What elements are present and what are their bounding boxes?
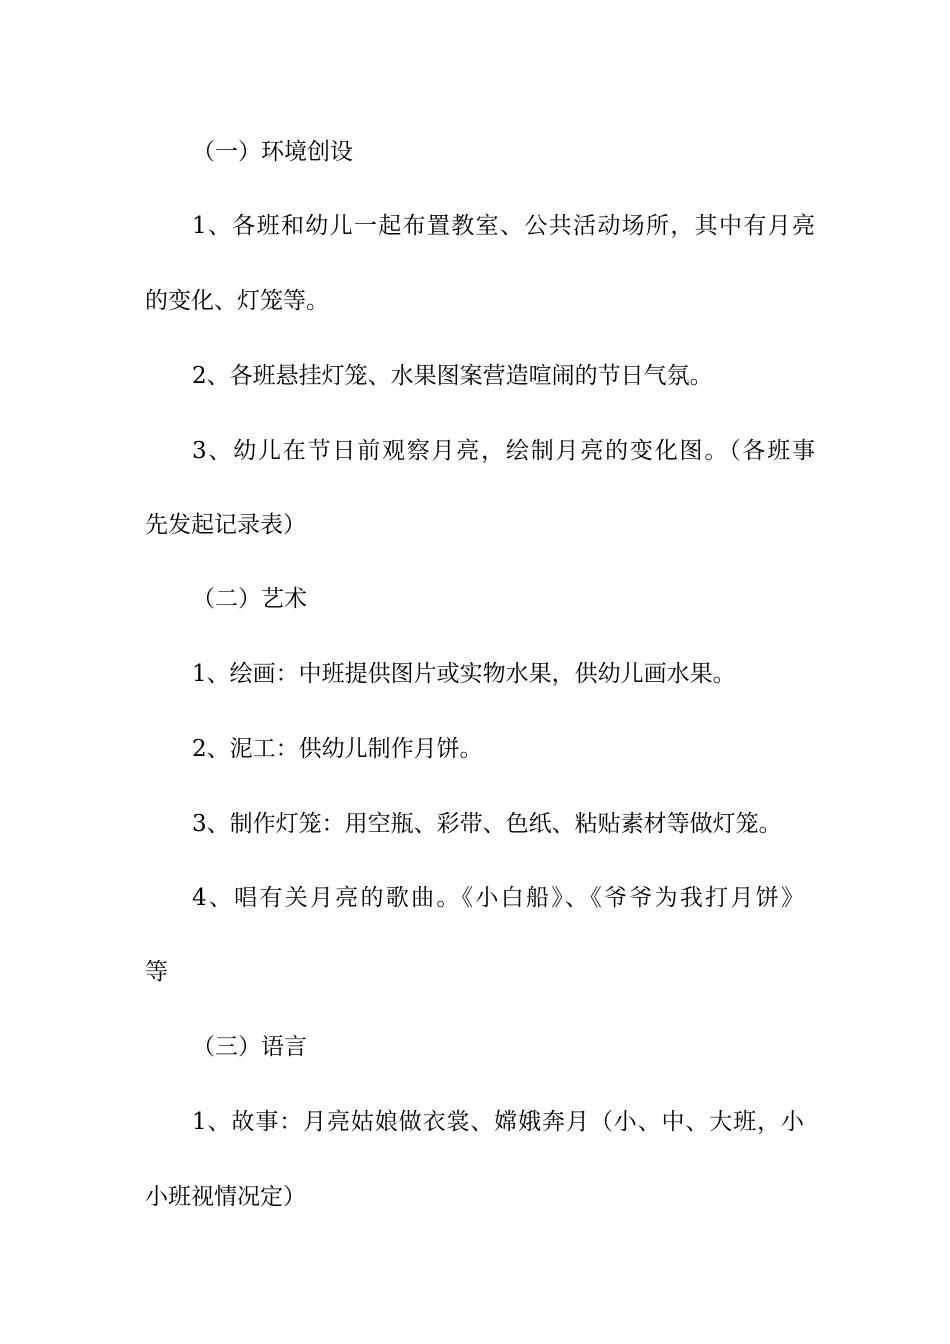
paragraph-line: 1、绘画：中班提供图片或实物水果，供幼儿画水果。 (192, 661, 736, 687)
paragraph-line: 2、各班悬挂灯笼、水果图案营造喧闹的节日气氛。 (192, 363, 713, 389)
paragraph-line: 1、各班和幼儿一起布置教室、公共活动场所，其中有月亮 (192, 213, 815, 239)
paragraph-line: 3、幼儿在节日前观察月亮，绘制月亮的变化图。（各班事 (192, 438, 815, 464)
section-heading-art: （二）艺术 (192, 586, 307, 612)
section-heading-language: （三）语言 (192, 1034, 307, 1060)
section-heading-environment: （一）环境创设 (192, 139, 353, 165)
paragraph-line: 4、唱有关月亮的歌曲。《小白船》、《爷爷为我打月饼》 (192, 885, 804, 911)
paragraph-line: 先发起记录表） (145, 512, 306, 538)
paragraph-line: 2、泥工：供幼儿制作月饼。 (192, 736, 483, 762)
paragraph-line: 等 (145, 959, 168, 985)
paragraph-line: 小班视情况定） (145, 1184, 306, 1210)
paragraph-line: 的变化、灯笼等。 (145, 288, 329, 314)
paragraph-line: 3、制作灯笼：用空瓶、彩带、色纸、粘贴素材等做灯笼。 (192, 811, 782, 837)
paragraph-line: 1、故事：月亮姑娘做衣裳、嫦娥奔月（小、中、大班，小 (192, 1109, 804, 1135)
